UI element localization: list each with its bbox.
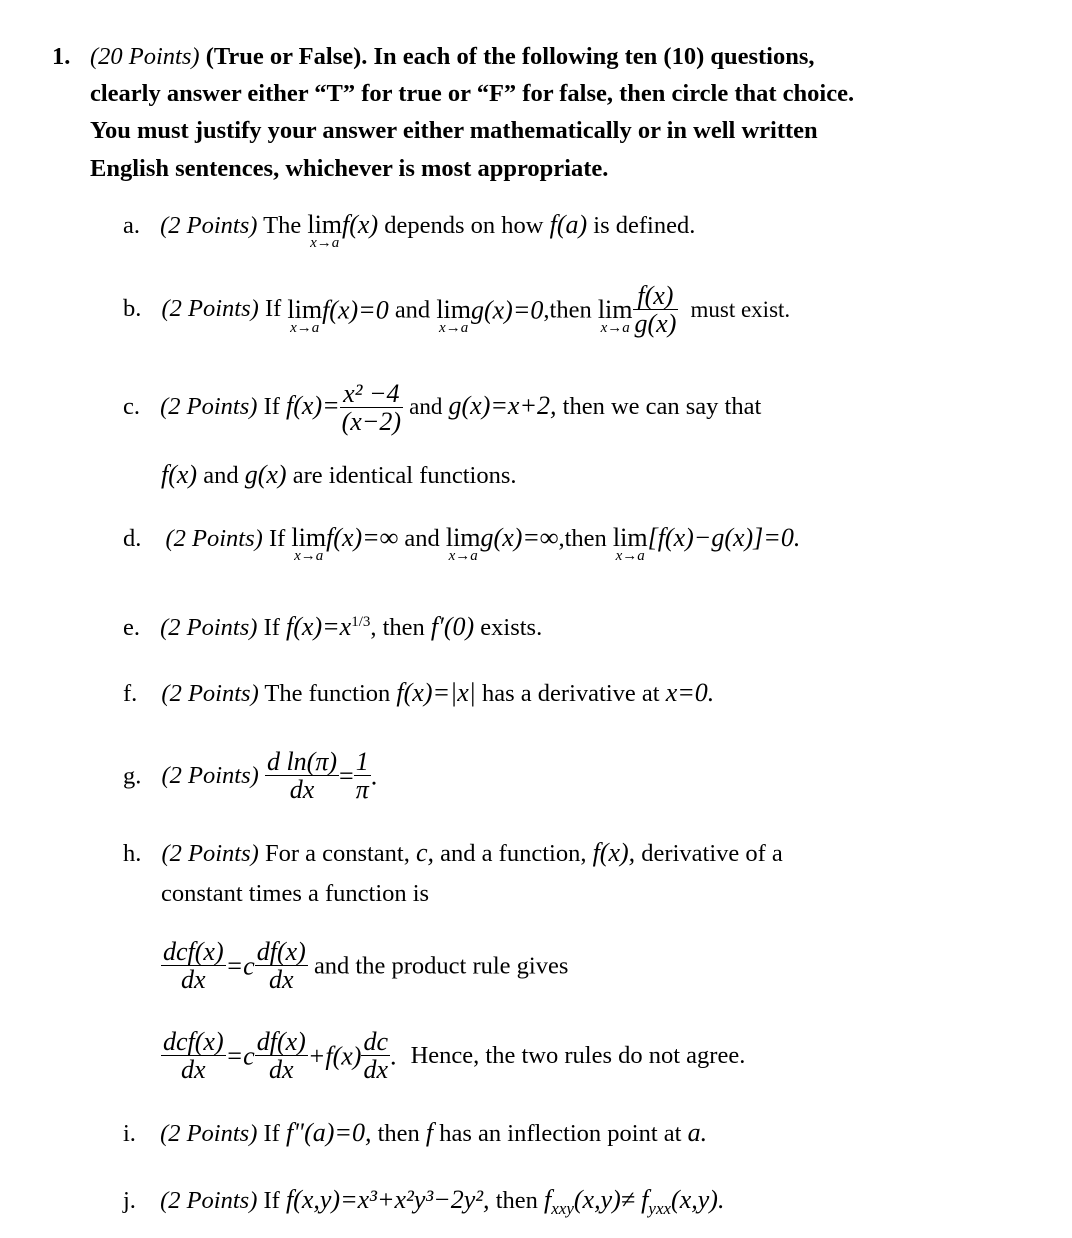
math: a. [687,1118,708,1147]
limit-operator: lim x→a [597,295,633,337]
question-d [123,523,801,564]
problem-number: 1. [52,43,71,70]
text: ,then [543,296,592,324]
question-h [123,838,783,868]
text: If [263,1187,280,1214]
fraction: $\frac{\text{dcf(x)}}{dx}$ [163,1027,224,1085]
text: are identical functions. [292,462,517,489]
text: Hence, the two rules do not agree. [410,1042,746,1070]
math: f′(0) [430,612,475,641]
question-points: (2 Points) [160,1120,258,1147]
problem-header-line-4: English sentences, whichever is most appropriate. [90,155,609,182]
limit-operator: lim x→a [287,295,323,337]
question-label: j. [123,1187,136,1214]
question-c-line-2 [161,460,517,490]
text: and a function, [440,840,587,867]
question-f [123,678,714,708]
fraction: $\frac{\text{dcf(x)}}{dx}$ [163,937,224,995]
math: (x,y)≠ [573,1185,636,1214]
math: =c [225,1041,255,1071]
problem-header-line-3: You must justify your answer either mathematically or in well written [90,117,818,144]
math: g(x)=0 [470,295,544,325]
text: , then [370,614,425,641]
constant-rule-equation [161,938,568,995]
text: then [377,1120,420,1147]
header-text-1: (True or False). In each of the following ten (10) questions, [205,43,815,70]
text: and [404,525,440,552]
math: f(x,y)=x³+x²y³−2y², [285,1185,490,1214]
math: f(x)=x [286,612,352,641]
question-points: (2 Points) [161,295,259,323]
limit-operator: lim x→a [445,523,481,564]
problem-header-line-1 [90,43,815,71]
question-label: c. [123,393,140,421]
text: must exist. [690,297,791,323]
math: [f(x)−g(x)]=0. [647,523,801,552]
math: +f(x) [307,1041,362,1071]
text: ,then [558,525,607,552]
text: then [495,1187,538,1214]
math: . [389,1041,397,1071]
limit-operator: lim x→a [291,523,327,564]
text: then we can say that [562,393,762,421]
problem-header-line-2: clearly answer either “T” for true or “F” for false, then circle that choice. [90,80,855,107]
question-i [123,1118,707,1148]
math: f [425,1118,434,1147]
header-points: (20 Points) [90,43,200,70]
math: f(x) [342,210,379,239]
math: f [544,1185,552,1214]
math: f(x)=∞ [326,523,399,552]
question-points: (2 Points) [161,840,259,867]
text: is defined. [593,212,696,239]
question-e [123,612,542,642]
fraction: $\frac{1}{\pi}$ [355,747,369,805]
math: =c [225,951,255,981]
math: f(x) [161,460,198,489]
math: g(x)=x+2, [448,391,557,421]
math: f"(a)=0, [285,1118,372,1147]
text: If [264,295,282,323]
exponent: 1/3 [351,613,371,630]
text: derivative of a [641,840,783,867]
math: f(x)=0 [322,295,389,325]
question-label: d. [123,525,142,552]
subscript: xxy [551,1198,574,1218]
fraction: $\frac{f(x)}{g(x)}$ [634,281,677,339]
product-rule-equation [161,1028,745,1085]
text: and [394,296,431,324]
math: f [641,1185,649,1214]
subscript: yxx [648,1198,672,1218]
question-points: (2 Points) [161,762,259,790]
fraction: $\frac{df(x)}{dx}$ [256,1027,306,1085]
question-c [123,380,761,437]
text: If [263,393,280,421]
question-label: a. [123,212,140,239]
math: f(x)=|x| [396,678,476,707]
limit-operator: lim x→a [436,295,471,337]
math: g(x) [244,460,287,489]
math: x=0. [665,678,715,707]
math: f(x), [592,838,636,867]
math: (x,y). [671,1185,725,1214]
question-label: i. [123,1120,136,1147]
question-g [123,748,377,805]
question-points: (2 Points) [160,393,258,421]
text: and the product rule gives [313,952,569,980]
math: g(x)=∞ [480,523,559,552]
text: The function [264,680,391,707]
text: has a derivative at [482,680,660,707]
text: For a constant, [264,840,410,867]
text: exists. [480,614,543,641]
text: If [263,1120,280,1147]
question-label: e. [123,614,140,641]
fraction: $\frac{dc}{dx}$ [363,1027,388,1085]
text: The [263,212,302,239]
text: If [268,525,286,552]
math: = [339,761,354,791]
fraction: $\frac{\text{x² −4}}{(x-2)}$ [341,379,402,437]
question-label: b. [123,295,142,323]
text: has an inflection point at [439,1120,682,1147]
question-h-line-2: constant times a function is [161,880,430,907]
math: f(a) [549,210,588,239]
fraction: $\frac{\text{d ln(π)}}{dx}$ [266,747,338,805]
question-points: (2 Points) [160,1187,258,1214]
question-points: (2 Points) [165,525,263,552]
text: If [263,614,280,641]
question-label: f. [123,680,138,707]
fraction: $\frac{df(x)}{dx}$ [256,937,306,995]
text: depends on how [384,212,544,239]
math: c, [416,838,435,867]
question-label: h. [123,840,142,867]
text: and [409,394,443,420]
text: and [203,462,239,489]
limit-operator: lim x→a [612,523,648,564]
math: . [370,761,378,791]
question-a [123,210,696,251]
question-points: (2 Points) [161,680,259,707]
limit-operator: lim x→a [307,210,343,251]
question-points: (2 Points) [160,614,258,641]
question-points: (2 Points) [160,212,258,239]
math: f(x)= [286,391,340,421]
question-b [123,282,790,339]
question-j [123,1185,724,1219]
question-label: g. [123,762,142,790]
